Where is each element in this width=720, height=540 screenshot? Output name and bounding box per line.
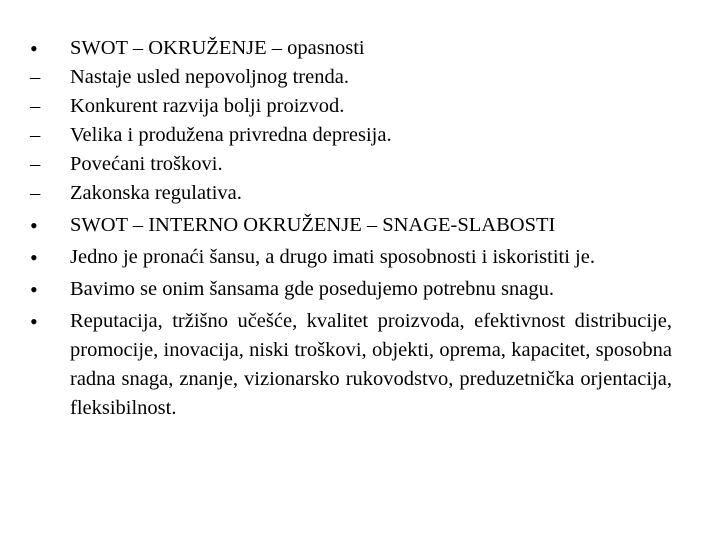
- bullet-marker: •: [30, 36, 38, 61]
- list-item-internal-heading: [30, 211, 672, 240]
- list-item-text: Jedno je pronaći šansu, a drugo imati sposobnosti i iskoristiti je.: [70, 246, 595, 268]
- list-subitem: [30, 179, 672, 208]
- dash-marker: –: [30, 182, 41, 204]
- bullet-list: [30, 34, 672, 423]
- list-subitem: [30, 121, 672, 150]
- dash-marker: –: [30, 124, 41, 146]
- list-item-text: SWOT – OKRUŽENJE – opasnosti: [70, 37, 365, 59]
- list-subitem: [30, 92, 672, 121]
- list-item: [30, 307, 672, 423]
- bullet-marker: •: [30, 245, 38, 270]
- dash-marker: –: [30, 66, 41, 88]
- list-item: [30, 275, 672, 304]
- list-item-threats-heading: [30, 34, 672, 63]
- list-subitem: [30, 63, 672, 92]
- dash-marker: –: [30, 153, 41, 175]
- list-item-text: Reputacija, tržišno učešće, kvalitet proizvoda, efektivnost distribucije, promocije, inovacija, niski troškovi, objekti, oprema, kapacitet, sposobna radna snaga, znanje, vizionarsko rukovodstvo, preduzetnička orjentacija, fleksibilnost.: [70, 310, 672, 419]
- bullet-marker: •: [30, 277, 38, 302]
- list-item-text: Bavimo se onim šansama gde posedujemo potrebnu snagu.: [70, 278, 554, 300]
- list-item-text: Zakonska regulativa.: [70, 182, 242, 204]
- bullet-marker: •: [30, 309, 38, 334]
- list-item-text: SWOT – INTERNO OKRUŽENJE – SNAGE-SLABOSTI: [70, 214, 556, 236]
- list-item-text: Nastaje usled nepovoljnog trenda.: [70, 66, 349, 88]
- list-item-text: Povećani troškovi.: [70, 153, 223, 175]
- list-subitem: [30, 150, 672, 179]
- list-item: [30, 243, 672, 272]
- bullet-marker: •: [30, 213, 38, 238]
- list-item-text: Konkurent razvija bolji proizvod.: [70, 95, 345, 117]
- list-item-text: Velika i produžena privredna depresija.: [70, 124, 392, 146]
- dash-marker: –: [30, 95, 41, 117]
